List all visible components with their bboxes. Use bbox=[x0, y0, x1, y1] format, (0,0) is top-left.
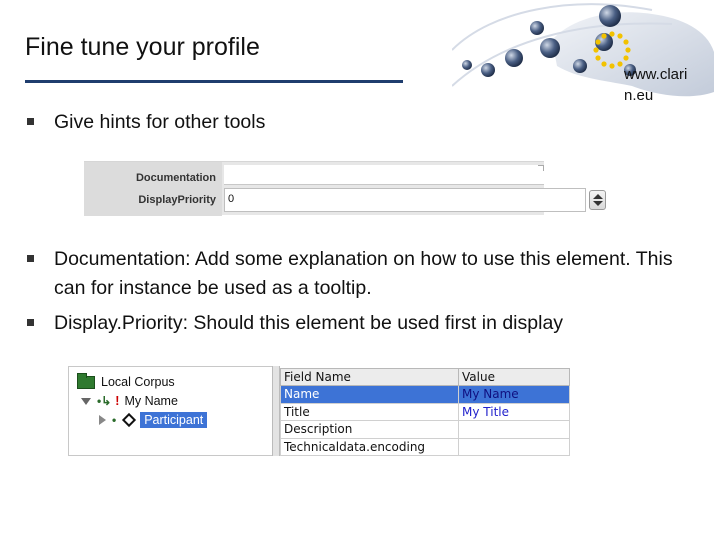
field-name-cell[interactable]: Title bbox=[281, 403, 459, 421]
field-name-cell[interactable]: Description bbox=[281, 421, 459, 439]
bullet-text: Give hints for other tools bbox=[54, 111, 266, 133]
field-name-cell[interactable]: Name bbox=[281, 386, 459, 404]
diamond-icon bbox=[122, 413, 136, 427]
documentation-label: Documentation bbox=[135, 172, 216, 184]
field-value-table bbox=[280, 368, 570, 456]
bullet-display-priority bbox=[27, 309, 707, 338]
display-priority-label: DisplayPriority bbox=[138, 194, 216, 206]
tree-item-label: Participant bbox=[140, 412, 207, 428]
warning-marker: ! bbox=[115, 394, 120, 408]
field-corner-icon bbox=[538, 165, 544, 171]
value-cell[interactable]: My Title bbox=[459, 403, 570, 421]
tree-item-local-corpus[interactable] bbox=[77, 373, 175, 391]
bullet-hints bbox=[27, 108, 647, 137]
stepper-up-icon[interactable] bbox=[593, 194, 603, 199]
title-underline bbox=[25, 80, 403, 83]
bullet-text: Display.Priority: Should this element be used first in display bbox=[54, 312, 564, 334]
component-node-icon: •↳ bbox=[97, 394, 112, 408]
splitter-handle[interactable] bbox=[272, 366, 280, 456]
corpus-tree-panel bbox=[68, 366, 272, 456]
value-cell[interactable] bbox=[459, 421, 570, 439]
tree-item-my-name[interactable] bbox=[81, 392, 178, 410]
value-cell[interactable] bbox=[459, 438, 570, 456]
element-node-icon: • bbox=[112, 413, 117, 427]
bullet-marker bbox=[27, 118, 34, 125]
website-url: www.clarin.eu bbox=[624, 66, 688, 104]
bullet-text: Documentation: Add some explanation on how to use this element. This can for instance be used as a tooltip. bbox=[54, 248, 673, 299]
table-row[interactable] bbox=[281, 438, 570, 456]
table-row[interactable] bbox=[281, 421, 570, 439]
expand-down-icon[interactable] bbox=[81, 398, 91, 405]
bullet-documentation bbox=[27, 245, 707, 303]
folder-icon bbox=[77, 376, 95, 389]
field-name-cell[interactable]: Technicaldata.encoding bbox=[281, 438, 459, 456]
value-cell[interactable]: My Name bbox=[459, 386, 570, 404]
tree-item-participant[interactable] bbox=[99, 411, 207, 429]
table-row[interactable] bbox=[281, 403, 570, 421]
property-label-column bbox=[84, 162, 222, 216]
display-priority-field[interactable]: 0 bbox=[224, 188, 586, 212]
table-header-row bbox=[281, 369, 570, 386]
property-panel-screenshot bbox=[84, 161, 544, 215]
expand-right-icon[interactable] bbox=[99, 415, 106, 425]
table-row[interactable] bbox=[281, 386, 570, 404]
bullet-marker bbox=[27, 319, 34, 326]
bullet-marker bbox=[27, 255, 34, 262]
column-header-field-name[interactable]: Field Name bbox=[281, 369, 459, 386]
column-header-value[interactable]: Value bbox=[459, 369, 570, 386]
tree-item-label: Local Corpus bbox=[101, 375, 175, 389]
stepper-down-icon[interactable] bbox=[593, 201, 603, 206]
documentation-field[interactable] bbox=[224, 165, 544, 185]
slide-title: Fine tune your profile bbox=[25, 33, 260, 61]
display-priority-stepper[interactable] bbox=[589, 190, 606, 210]
tree-item-label: My Name bbox=[124, 394, 178, 408]
